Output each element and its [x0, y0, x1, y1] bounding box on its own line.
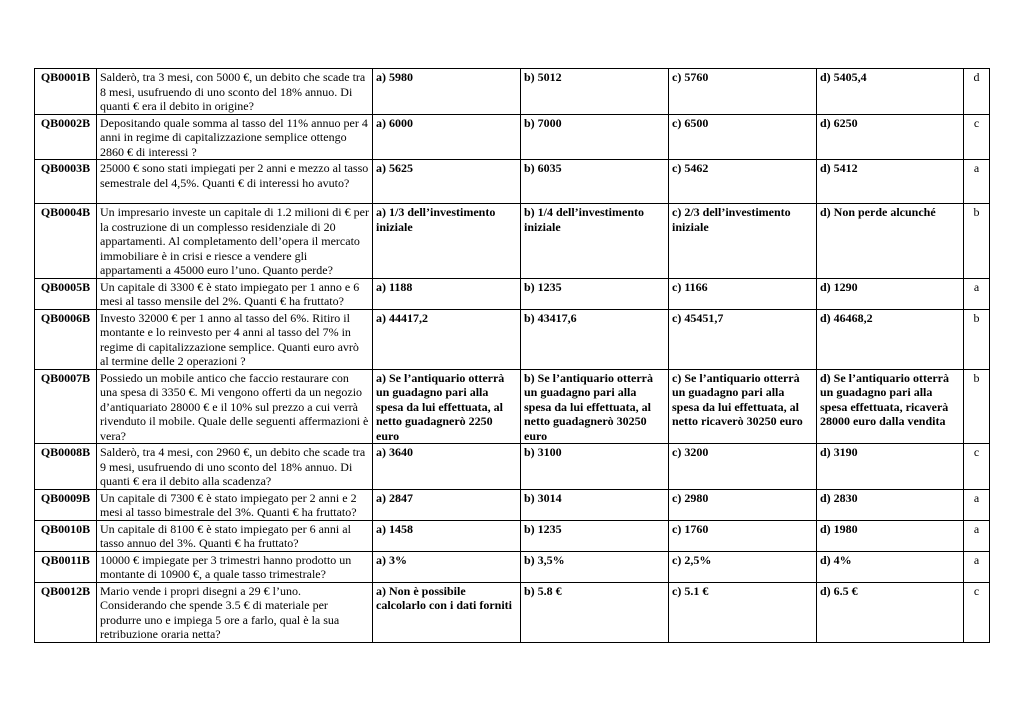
answer-d: d) 1980	[817, 520, 964, 551]
answer-c: c) 45451,7	[669, 309, 817, 369]
question-code: QB0005B	[35, 278, 97, 309]
answer-c: c) 5760	[669, 69, 817, 115]
answer-d: d) 6250	[817, 114, 964, 160]
answer-b: b) 6035	[521, 160, 669, 204]
question-code: QB0002B	[35, 114, 97, 160]
answer-a: a) 44417,2	[373, 309, 521, 369]
answer-d: d) 6.5 €	[817, 582, 964, 642]
question-text: 10000 € impiegate per 3 trimestri hanno prodotto un montante di 10900 €, a quale tasso trimestrale?	[97, 551, 373, 582]
quiz-table-body	[35, 69, 990, 643]
question-text: Mario vende i propri disegni a 29 € l’uno. Considerando che spende 3.5 € di materiale per produrre uno e impiega 5 ore a farlo, qual è la sua retribuzione oraria netta?	[97, 582, 373, 642]
answer-c: c) 6500	[669, 114, 817, 160]
answer-b: b) 3,5%	[521, 551, 669, 582]
question-code: QB0008B	[35, 444, 97, 490]
question-text: Un capitale di 7300 € è stato impiegato per 2 anni e 2 mesi al tasso bimestrale del 3%. Quanti € ha fruttato?	[97, 489, 373, 520]
correct-answer: c	[964, 582, 990, 642]
question-text: Un capitale di 3300 € è stato impiegato per 1 anno e 6 mesi al tasso mensile del 2%. Quanti € ha fruttato?	[97, 278, 373, 309]
answer-a: a) Non è possibile calcolarlo con i dati forniti	[373, 582, 521, 642]
answer-c: c) 1166	[669, 278, 817, 309]
answer-c: c) 5462	[669, 160, 817, 204]
answer-c: c) 3200	[669, 444, 817, 490]
answer-c: c) Se l’antiquario otterrà un guadagno pari alla spesa da lui effettuata, al netto ricaverò 30250 euro	[669, 369, 817, 444]
table-row	[35, 69, 990, 115]
table-row	[35, 278, 990, 309]
correct-answer: b	[964, 309, 990, 369]
answer-c: c) 2980	[669, 489, 817, 520]
answer-a: a) 5625	[373, 160, 521, 204]
answer-b: b) Se l’antiquario otterrà un guadagno pari alla spesa da lui effettuata, al netto guadagnerò 30250 euro	[521, 369, 669, 444]
question-code: QB0012B	[35, 582, 97, 642]
table-row	[35, 309, 990, 369]
answer-d: d) 5405,4	[817, 69, 964, 115]
question-code: QB0011B	[35, 551, 97, 582]
table-row	[35, 582, 990, 642]
answer-b: b) 5012	[521, 69, 669, 115]
table-row	[35, 204, 990, 279]
question-code: QB0004B	[35, 204, 97, 279]
answer-c: c) 2,5%	[669, 551, 817, 582]
question-text: Investo 32000 € per 1 anno al tasso del 6%. Ritiro il montante e lo reinvesto per 4 anni al tasso del 7% in regime di capitalizzazione semplice. Quanti euro avrò al termine delle 2 operazioni ?	[97, 309, 373, 369]
correct-answer: c	[964, 444, 990, 490]
table-row	[35, 520, 990, 551]
correct-answer: c	[964, 114, 990, 160]
table-row	[35, 551, 990, 582]
question-code: QB0009B	[35, 489, 97, 520]
answer-b: b) 1235	[521, 278, 669, 309]
answer-b: b) 3100	[521, 444, 669, 490]
answer-b: b) 5.8 €	[521, 582, 669, 642]
question-text: Un impresario investe un capitale di 1.2 milioni di € per la costruzione di un complesso residenziale di 20 appartamenti. Al completamento dell’opera il mercato immobiliare è in crisi e riesce a vendere gli appartamenti a 45000 euro l’uno. Quanto perde?	[97, 204, 373, 279]
question-text: Un capitale di 8100 € è stato impiegato per 6 anni al tasso annuo del 3%. Quanti € ha fruttato?	[97, 520, 373, 551]
answer-b: b) 1235	[521, 520, 669, 551]
answer-d: d) Non perde alcunché	[817, 204, 964, 279]
quiz-table	[34, 68, 990, 643]
correct-answer: a	[964, 278, 990, 309]
answer-a: a) Se l’antiquario otterrà un guadagno pari alla spesa da lui effettuata, al netto guadagnerò 2250 euro	[373, 369, 521, 444]
question-code: QB0007B	[35, 369, 97, 444]
question-text: Depositando quale somma al tasso del 11% annuo per 4 anni in regime di capitalizzazione semplice ottengo 2860 € di interessi ?	[97, 114, 373, 160]
answer-c: c) 5.1 €	[669, 582, 817, 642]
answer-c: c) 2/3 dell’investimento iniziale	[669, 204, 817, 279]
answer-b: b) 7000	[521, 114, 669, 160]
answer-a: a) 1188	[373, 278, 521, 309]
question-text: 25000 € sono stati impiegati per 2 anni e mezzo al tasso semestrale del 4,5%. Quanti € di interessi ho avuto?	[97, 160, 373, 204]
table-row	[35, 160, 990, 204]
correct-answer: a	[964, 551, 990, 582]
question-text: Salderò, tra 3 mesi, con 5000 €, un debito che scade tra 8 mesi, usufruendo di uno sconto del 18% annuo. Di quanti € era il debito in origine?	[97, 69, 373, 115]
answer-d: d) 5412	[817, 160, 964, 204]
question-code: QB0001B	[35, 69, 97, 115]
answer-d: d) 1290	[817, 278, 964, 309]
correct-answer: d	[964, 69, 990, 115]
answer-d: d) 4%	[817, 551, 964, 582]
answer-d: d) Se l’antiquario otterrà un guadagno pari alla spesa effettuata, ricaverà 28000 euro dalla vendita	[817, 369, 964, 444]
answer-b: b) 1/4 dell’investimento iniziale	[521, 204, 669, 279]
correct-answer: b	[964, 204, 990, 279]
answer-a: a) 3640	[373, 444, 521, 490]
answer-a: a) 5980	[373, 69, 521, 115]
answer-c: c) 1760	[669, 520, 817, 551]
answer-d: d) 2830	[817, 489, 964, 520]
correct-answer: a	[964, 160, 990, 204]
table-row	[35, 369, 990, 444]
table-row	[35, 114, 990, 160]
answer-a: a) 2847	[373, 489, 521, 520]
question-code: QB0006B	[35, 309, 97, 369]
answer-d: d) 46468,2	[817, 309, 964, 369]
correct-answer: b	[964, 369, 990, 444]
question-text: Salderò, tra 4 mesi, con 2960 €, un debito che scade tra 9 mesi, usufruendo di uno sconto del 18% annuo. Di quanti € era il debito alla scadenza?	[97, 444, 373, 490]
question-code: QB0003B	[35, 160, 97, 204]
answer-d: d) 3190	[817, 444, 964, 490]
answer-b: b) 43417,6	[521, 309, 669, 369]
answer-a: a) 6000	[373, 114, 521, 160]
answer-a: a) 3%	[373, 551, 521, 582]
answer-a: a) 1458	[373, 520, 521, 551]
correct-answer: a	[964, 489, 990, 520]
table-row	[35, 444, 990, 490]
table-row	[35, 489, 990, 520]
answer-b: b) 3014	[521, 489, 669, 520]
correct-answer: a	[964, 520, 990, 551]
question-text: Possiedo un mobile antico che faccio restaurare con una spesa di 3350 €. Mi vengono offerti da un negozio d’antiquariato 28000 € e il 10% sul prezzo a cui verrà rivenduto il mobile. Quale delle seguenti affermazioni è vera?	[97, 369, 373, 444]
question-code: QB0010B	[35, 520, 97, 551]
answer-a: a) 1/3 dell’investimento iniziale	[373, 204, 521, 279]
